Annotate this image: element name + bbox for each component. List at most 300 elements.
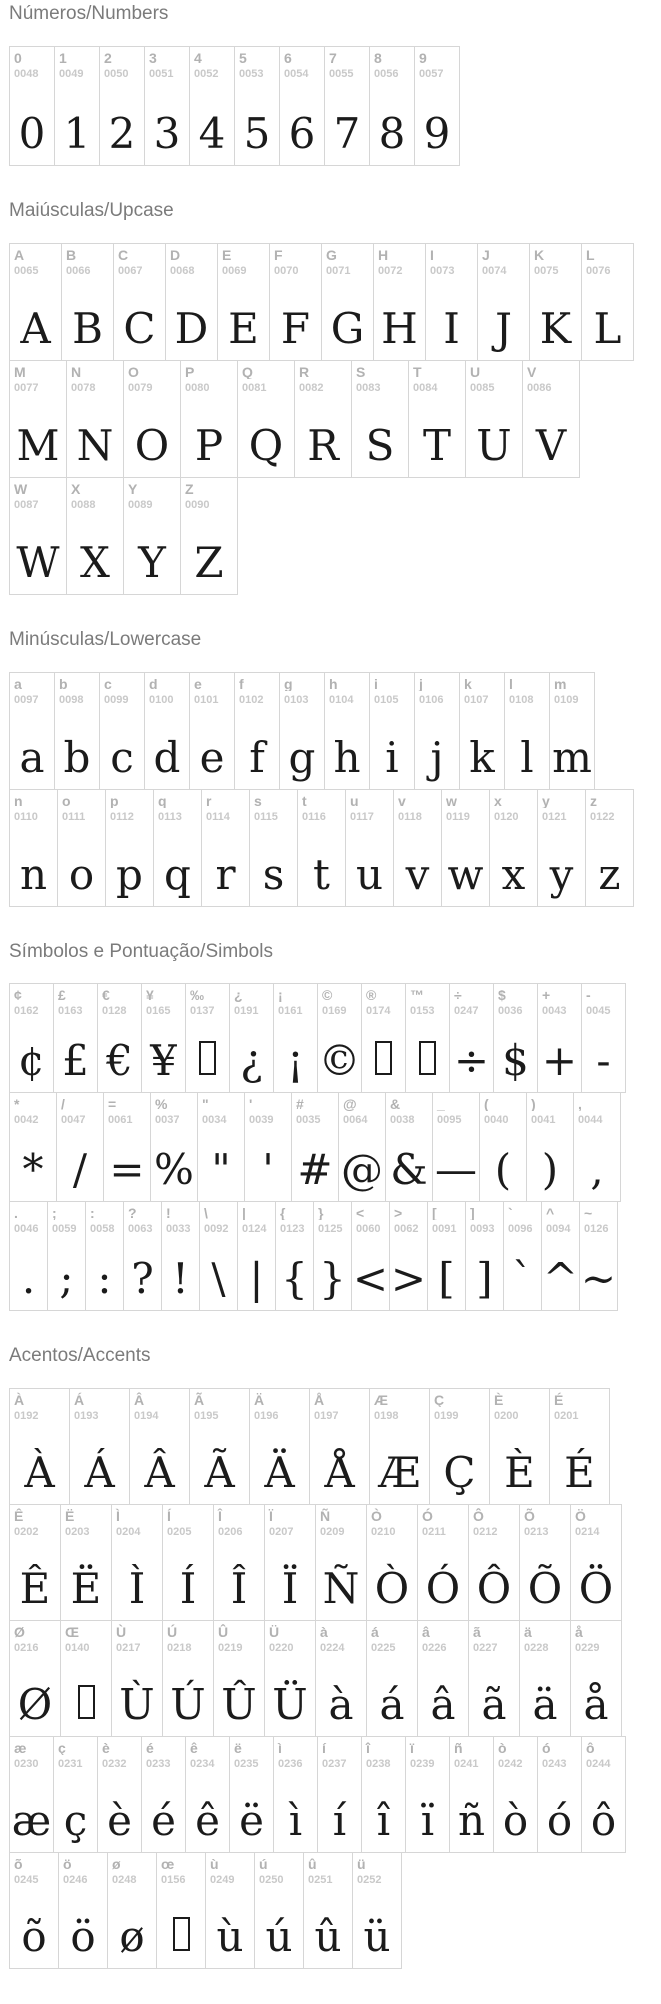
cell-char-label: Û [218,1624,229,1640]
cell-glyph: t [313,849,330,899]
cell-code-label: 0243 [542,1758,567,1771]
cell-char-label: è [102,1740,110,1756]
glyph-cell [249,1388,310,1505]
cell-code-label: 0035 [296,1114,321,1127]
cell-glyph: å [583,1680,609,1730]
cell-glyph: + [541,1036,578,1086]
cell-glyph: " [211,1145,231,1195]
cell-char-label: ! [166,1205,171,1221]
cell-code-label: 0156 [161,1874,186,1887]
glyph-cell [468,1504,520,1621]
cell-char-label: ^ [546,1205,555,1221]
glyph-cell [150,1092,198,1202]
glyph-cell [199,1201,238,1311]
cell-glyph: C [123,303,156,353]
cell-glyph: ! [172,1254,189,1304]
cell-char-label: 6 [284,49,292,65]
cell-char-label: B [66,246,77,262]
cell-glyph: f [249,732,265,782]
cell-glyph: ¥ [150,1036,177,1086]
glyph-row [9,243,661,361]
cell-code-label: 0039 [249,1114,274,1127]
glyph-cell [294,360,352,478]
cell-code-label: 0237 [322,1758,347,1771]
cell-glyph: Ú [170,1680,206,1730]
glyph-cell [315,1620,367,1737]
cell-glyph: % [154,1145,194,1195]
cell-code-label: 0119 [446,810,470,823]
cell-glyph: # [297,1145,333,1195]
cell-char-label: Å [314,1392,325,1408]
cell-code-label: 0043 [542,1005,567,1018]
cell-char-label: Ó [422,1508,433,1524]
cell-code-label: 0097 [14,693,39,706]
cell-code-label: 0103 [284,693,309,706]
cell-code-label: 0073 [430,264,455,277]
cell-glyph: ú [265,1912,293,1962]
cell-code-label: 0123 [280,1223,305,1236]
cell-code-label: 0080 [185,381,210,394]
cell-code-label: 0094 [546,1223,571,1236]
cell-char-label: i [374,675,378,691]
cell-code-label: 0162 [14,1005,39,1018]
cell-char-label: P [185,363,195,379]
cell-code-label: 0101 [194,693,219,706]
cell-code-label: 0192 [14,1410,39,1423]
cell-glyph: Ñ [322,1564,360,1614]
cell-char-label: + [542,987,551,1003]
glyph-cell [249,789,298,907]
glyph-cell [429,1388,490,1505]
cell-code-label: 0085 [470,381,495,394]
cell-glyph: 1 [63,108,91,158]
cell-code-label: 0086 [527,381,552,394]
cell-glyph: > [390,1254,427,1304]
cell-code-label: 0205 [167,1526,192,1539]
cell-glyph: / [72,1145,88,1195]
cell-glyph: á [379,1680,405,1730]
cell-code-label: 0195 [194,1410,219,1423]
cell-code-label: 0079 [128,381,153,394]
glyph-cell [393,789,442,907]
cell-code-label: 0116 [302,810,326,823]
notdef-box-icon [78,1685,95,1719]
cell-code-label: 0247 [454,1005,479,1018]
glyph-cell [579,1201,618,1311]
glyph-cell [465,1201,504,1311]
cell-code-label: 0092 [204,1223,229,1236]
cell-code-label: 0244 [586,1758,611,1771]
cell-char-label: Ñ [320,1508,331,1524]
cell-code-label: 0245 [14,1874,39,1887]
cell-code-label: 0071 [326,264,351,277]
glyph-cell [60,1504,112,1621]
cell-code-label: 0238 [366,1758,391,1771]
cell-char-label: Â [134,1392,145,1408]
cell-code-label: 0095 [437,1114,462,1127]
cell-code-label: 0114 [206,810,230,823]
glyph-cell [405,1736,450,1853]
cell-code-label: 0078 [71,381,96,394]
cell-char-label: Ú [167,1624,178,1640]
cell-glyph: A [20,303,51,353]
cell-char-label: S [356,363,366,379]
glyph-cell [449,1736,494,1853]
cell-code-label: 0198 [374,1410,399,1423]
glyph-cell [408,360,466,478]
cell-code-label: 0251 [308,1874,333,1887]
cell-glyph: n [19,849,48,899]
cell-char-label: ì [278,1740,282,1756]
glyph-cell [129,1388,190,1505]
glyph-cell [273,1736,318,1853]
cell-glyph: 6 [288,108,316,158]
glyph-cell [66,360,124,478]
glyph-cell [237,360,295,478]
cell-char-label: Æ [374,1392,388,1408]
glyph-cell [529,243,582,361]
glyph-cell [526,1092,574,1202]
glyph-cell [291,1092,339,1202]
cell-code-label: 0236 [278,1758,303,1771]
cell-glyph: ¡ [287,1036,304,1086]
cell-glyph: ã [481,1680,507,1730]
notdef-box-icon [199,1041,216,1075]
cell-char-label: * [14,1096,20,1112]
glyph-cell [264,1504,316,1621]
cell-code-label: 0120 [494,810,519,823]
glyph-cell [373,243,426,361]
glyph-cell [317,1736,362,1853]
cell-glyph: \ [211,1254,226,1304]
cell-char-label: Í [167,1508,171,1524]
cell-char-label: n [14,792,23,808]
cell-glyph: â [430,1680,456,1730]
cell-code-label: 0191 [234,1005,259,1018]
cell-char-label: s [254,792,262,808]
cell-glyph: ù [216,1912,244,1962]
glyph-row [9,1201,661,1311]
cell-code-label: 0041 [531,1114,556,1127]
cell-char-label: [ [432,1205,437,1221]
cell-glyph: G [330,303,365,353]
cell-glyph: : [97,1254,112,1304]
glyph-cell [185,1736,230,1853]
cell-code-label: 0246 [63,1874,88,1887]
cell-glyph: O [134,420,170,470]
cell-char-label: Y [128,480,138,496]
cell-code-label: 0207 [269,1526,294,1539]
cell-code-label: 0220 [269,1642,294,1655]
cell-glyph: ' [262,1145,274,1195]
notdef-box-glyph [406,1040,449,1082]
glyph-cell [369,1388,430,1505]
notdef-box-glyph [157,1916,205,1958]
glyph-row [9,477,661,595]
cell-code-label: 0033 [166,1223,191,1236]
cell-glyph: c [110,732,134,782]
cell-code-label: 0226 [422,1642,447,1655]
notdef-box-icon [419,1041,436,1075]
cell-code-label: 0047 [61,1114,86,1127]
cell-char-label: z [590,792,597,808]
cell-char-label: _ [437,1096,445,1112]
cell-char-label: ; [52,1205,57,1221]
glyph-cell [573,1092,621,1202]
cell-char-label: " [202,1096,209,1112]
glyph-cell [53,1736,98,1853]
cell-glyph: ( [494,1145,512,1195]
cell-code-label: 0067 [118,264,143,277]
cell-glyph: W [16,537,60,587]
cell-code-label: 0125 [318,1223,343,1236]
cell-glyph: ] [476,1254,493,1304]
cell-char-label: I [430,246,434,262]
cell-char-label: ¢ [14,987,22,1003]
glyph-cell [123,360,181,478]
cell-char-label: € [102,987,110,1003]
glyph-cell [201,789,250,907]
cell-glyph: í [332,1796,347,1846]
glyph-cell [61,243,114,361]
cell-char-label: ‰ [190,987,204,1003]
cell-glyph: ø [119,1912,145,1962]
cell-char-label: ë [234,1740,242,1756]
glyph-cell [9,1201,48,1311]
glyph-cell [103,1092,151,1202]
cell-code-label: 0049 [59,67,84,80]
cell-glyph: . [21,1254,36,1304]
glyph-row [9,672,661,790]
glyph-cell [345,789,394,907]
cell-glyph: m [552,732,592,782]
glyph-cell [237,1201,276,1311]
cell-char-label: Ï [269,1508,273,1524]
section-title-lowercase: Minúsculas/Lowercase [9,628,202,650]
cell-glyph: 8 [378,108,406,158]
cell-char-label: ™ [410,987,424,1003]
cell-char-label: ) [531,1096,536,1112]
cell-code-label: 0197 [314,1410,339,1423]
cell-glyph: x [501,849,526,899]
cell-code-label: 0055 [329,67,354,80]
cell-char-label: w [446,792,457,808]
glyph-cell [366,1620,418,1737]
glyph-cell [581,1736,626,1853]
cell-char-label: É [554,1392,564,1408]
cell-glyph: u [355,849,384,899]
glyph-row [9,46,661,166]
cell-char-label: | [242,1205,246,1221]
cell-code-label: 0153 [410,1005,435,1018]
cell-glyph: Y [138,537,166,587]
cell-glyph: i [385,732,399,782]
glyph-cell [315,1504,367,1621]
glyph-cell [9,983,54,1093]
glyph-cell [111,1504,163,1621]
cell-code-label: 0063 [128,1223,153,1236]
cell-code-label: 0062 [394,1223,419,1236]
cell-code-label: 0121 [542,810,567,823]
cell-code-label: 0109 [554,693,579,706]
cell-char-label: 9 [419,49,427,65]
cell-glyph: - [596,1036,611,1086]
glyph-cell [180,360,238,478]
cell-glyph: ñ [457,1796,486,1846]
cell-glyph: Í [179,1564,197,1614]
cell-char-label: œ [161,1856,175,1872]
notdef-box-icon [375,1041,392,1075]
cell-glyph: ; [59,1254,74,1304]
cell-glyph: Ö [578,1564,614,1614]
cell-code-label: 0045 [586,1005,611,1018]
glyph-cell [97,1736,142,1853]
cell-glyph: é [151,1796,176,1846]
cell-code-label: 0107 [464,693,489,706]
cell-glyph: ô [590,1796,617,1846]
cell-code-label: 0163 [58,1005,83,1018]
section-symbols [9,941,661,1312]
cell-glyph: Á [84,1448,115,1498]
glyph-cell [97,983,142,1093]
glyph-cell [537,983,582,1093]
cell-char-label: u [350,792,359,808]
glyph-grid-upcase [9,243,661,595]
cell-glyph: R [307,420,339,470]
glyph-cell [123,1201,162,1311]
section-lowercase [9,629,661,907]
cell-char-label: 8 [374,49,382,65]
cell-glyph: E [228,303,259,353]
cell-char-label: 1 [59,49,67,65]
cell-code-label: 0077 [14,381,39,394]
cell-char-label: , [578,1096,582,1112]
cell-code-label: 0098 [59,693,84,706]
cell-glyph: d [153,732,181,782]
cell-glyph: ? [131,1254,154,1304]
cell-code-label: 0196 [254,1410,279,1423]
cell-char-label: / [61,1096,65,1112]
cell-char-label: Á [74,1392,85,1408]
glyph-cell [269,243,322,361]
glyph-cell [156,1852,206,1969]
cell-code-label: 0213 [524,1526,549,1539]
glyph-cell [105,789,154,907]
cell-code-label: 0059 [52,1223,77,1236]
glyph-cell [385,1092,433,1202]
cell-code-label: 0252 [357,1874,382,1887]
cell-glyph: & [390,1145,428,1195]
cell-glyph: y [549,849,574,899]
glyph-cell [425,243,478,361]
cell-char-label: ô [586,1740,595,1756]
cell-code-label: 0110 [14,810,38,823]
cell-code-label: 0052 [194,67,219,80]
notdef-box-icon [173,1917,190,1951]
cell-char-label: ( [484,1096,489,1112]
glyph-cell [185,983,230,1093]
cell-code-label: 0235 [234,1758,259,1771]
glyph-cell [465,360,523,478]
cell-glyph: r [215,849,236,899]
cell-code-label: 0099 [104,693,129,706]
cell-code-label: 0248 [112,1874,137,1887]
glyph-cell [234,46,280,166]
glyph-cell [189,46,235,166]
cell-char-label: < [356,1205,365,1221]
glyph-cell [9,1852,59,1969]
cell-char-label: T [413,363,422,379]
cell-char-label: m [554,675,567,691]
cell-code-label: 0232 [102,1758,127,1771]
cell-glyph: H [381,303,418,353]
cell-char-label: K [534,246,545,262]
glyph-cell [9,1736,54,1853]
section-title-numbers: Números/Numbers [9,3,169,24]
cell-code-label: 0089 [128,498,153,511]
section-title-accents: Acentos/Accents [9,1345,151,1367]
cell-char-label: ó [542,1740,551,1756]
glyph-cell [113,243,166,361]
notdef-box-glyph [61,1684,111,1726]
cell-char-label: = [108,1096,117,1112]
section-upcase [9,200,661,595]
glyph-cell [468,1620,520,1737]
cell-code-label: 0064 [343,1114,368,1127]
cell-char-label: ¿ [234,987,243,1003]
glyph-cell [405,983,450,1093]
cell-code-label: 0204 [116,1526,141,1539]
glyph-cell [369,46,415,166]
glyph-cell [229,1736,274,1853]
cell-code-label: 0209 [320,1526,345,1539]
cell-char-label: c [104,675,112,691]
cell-char-label: Ç [434,1392,445,1408]
glyph-cell [66,477,124,595]
cell-char-label: \ [204,1205,208,1221]
cell-char-label: û [308,1856,317,1872]
cell-char-label: ¥ [146,987,154,1003]
cell-code-label: 0037 [155,1114,180,1127]
cell-glyph: Q [248,420,284,470]
cell-glyph: ÷ [453,1036,490,1086]
cell-code-label: 0217 [116,1642,141,1655]
cell-char-label: £ [58,987,66,1003]
cell-char-label: L [586,246,595,262]
cell-code-label: 0233 [146,1758,171,1771]
cell-glyph: Ò [374,1564,410,1614]
glyph-cell [414,46,460,166]
cell-glyph: p [116,849,143,899]
cell-char-label: å [575,1624,583,1640]
glyph-cell [57,789,106,907]
cell-glyph: V [535,420,567,470]
cell-code-label: 0087 [14,498,39,511]
cell-code-label: 0070 [274,264,299,277]
glyph-cell [351,360,409,478]
glyph-cell [229,983,274,1093]
glyph-cell [9,1504,61,1621]
glyph-cell [56,1092,104,1202]
cell-code-label: 0056 [374,67,399,80]
cell-code-label: 0091 [432,1223,457,1236]
glyph-row [9,1736,661,1853]
cell-code-label: 0118 [398,810,422,823]
cell-char-label: 2 [104,49,112,65]
cell-char-label: G [326,246,337,262]
cell-glyph: Å [324,1448,355,1498]
glyph-cell [53,983,98,1093]
